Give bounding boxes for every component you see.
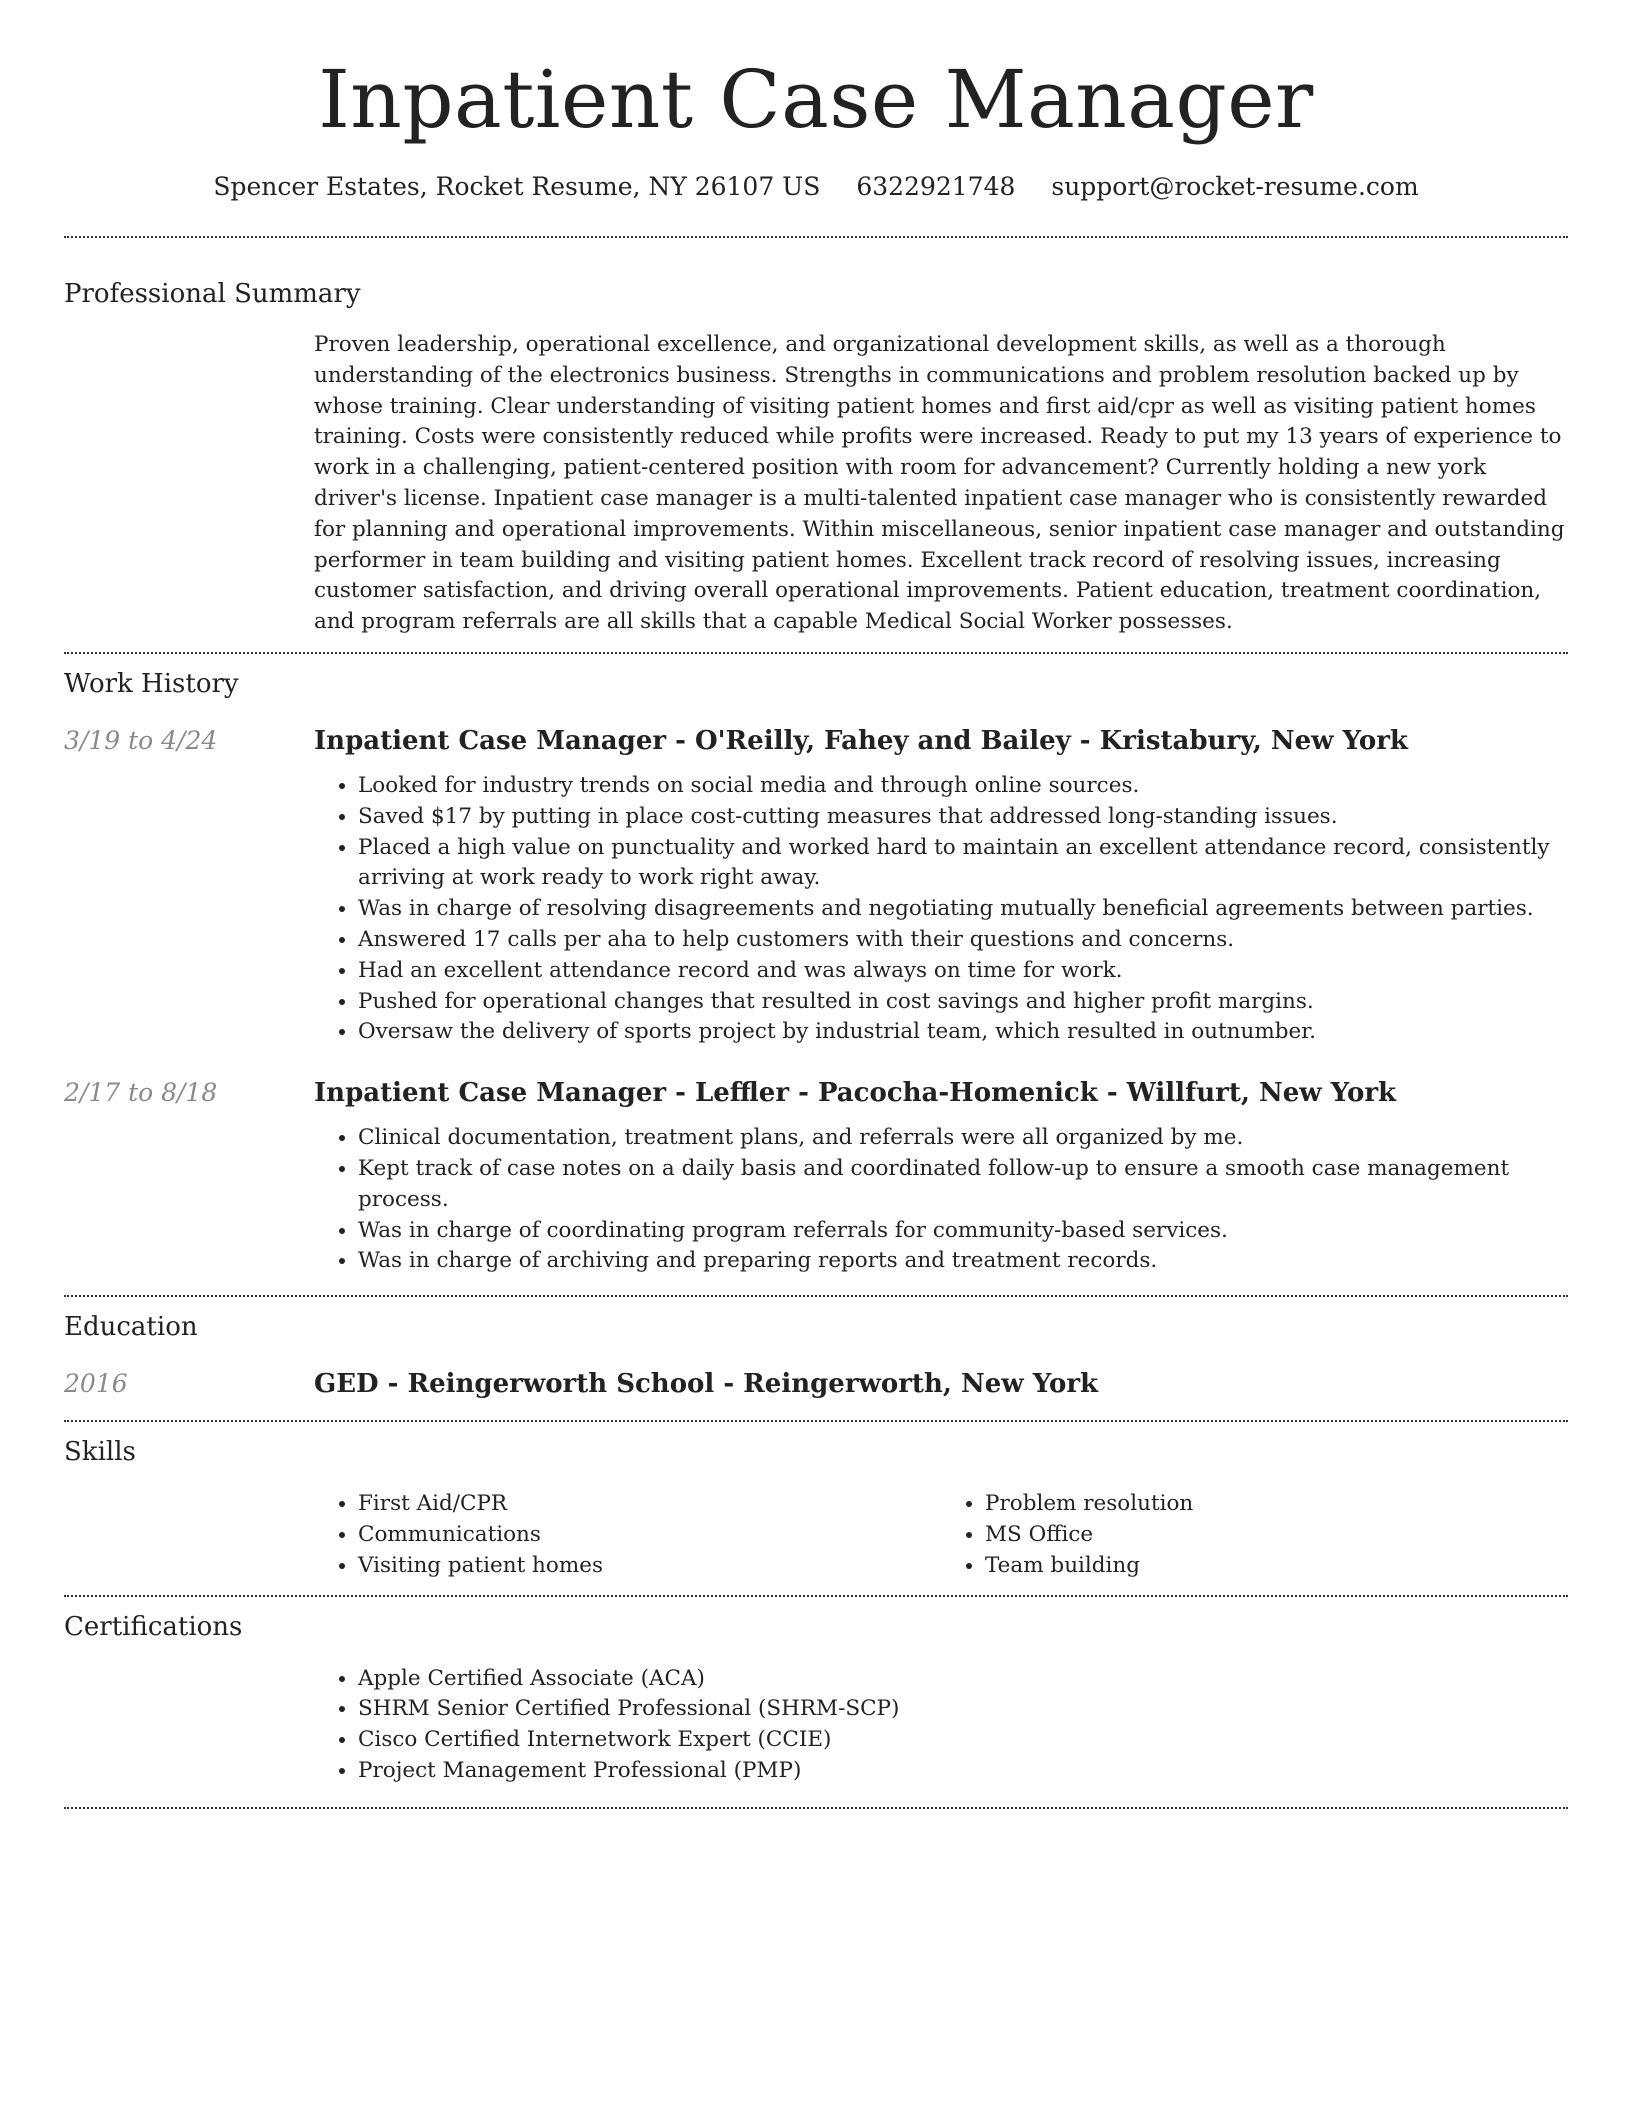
section-title-skills: Skills (64, 1437, 136, 1468)
summary-text: Proven leadership, operational excellence, and organizational development skills, as well as a thorough understanding of the electronics business. Strengths in communications and problem resolution backed up by whose training. Clear understanding of visiting patient homes and first aid/cpr as well as visiting patient homes training. Costs were consistently reduced while profits were increased. Ready to put my 13 years of experience to work in a challenging, patient-centered position with room for advancement? Currently holding a new york driver's license. Inpatient case manager is a multi-talented inpatient case manager who is consistently rewarded for planning and operational improvements. Within miscellaneous, senior inpatient case manager and outstanding performer in team building and visiting patient homes. Excellent track record of resolving issues, increasing customer satisfaction, and driving overall operational improvements. Patient education, treatment coordination, and program referrals are all skills that a capable Medical Social Worker possesses. (314, 332, 1565, 635)
skills-list-left (314, 1489, 941, 1581)
contact-address: Spencer Estates, Rocket Resume, NY 26107 US (213, 172, 821, 201)
divider (64, 652, 1568, 654)
section-title-summary: Professional Summary (64, 279, 361, 309)
section-title-education: Education (64, 1312, 198, 1343)
divider (64, 1420, 1568, 1422)
list-item: • Was in charge of resolving disagreements and negotiating mutually beneficial agreements between parties. (358, 894, 1568, 925)
summary-section (64, 277, 1568, 638)
section-title-certifications: Certifications (64, 1611, 243, 1642)
certifications-list (314, 1664, 1568, 1787)
list-item: • Clinical documentation, treatment plans, and referrals were all organized by me. (358, 1123, 1568, 1154)
list-item: • Had an excellent attendance record and was always on time for work. (358, 956, 1568, 987)
divider (64, 1595, 1568, 1597)
job-heading: Inpatient Case Manager - Leffler - Pacocha-Homenick - Willfurt, New York (314, 1078, 1397, 1109)
resume-name: Inpatient Case Manager (318, 53, 1314, 146)
job-entry (64, 1076, 1568, 1277)
work-history-section (64, 667, 1568, 1277)
list-item: • SHRM Senior Certified Professional (SHRM-SCP) (358, 1694, 1568, 1725)
list-item: • Was in charge of coordinating program referrals for community-based services. (358, 1216, 1568, 1247)
job-dates: 3/19 to 4/24 (64, 725, 218, 755)
job-entry (64, 724, 1568, 1048)
list-item: • Answered 17 calls per aha to help customers with their questions and concerns. (358, 925, 1568, 956)
list-item: • Looked for industry trends on social media and through online sources. (358, 771, 1568, 802)
job-bullets (314, 771, 1568, 1048)
list-item: • Problem resolution (985, 1489, 1568, 1520)
list-item: • Was in charge of archiving and preparing reports and treatment records. (358, 1246, 1568, 1277)
divider (64, 1807, 1568, 1809)
skills-list-right (941, 1489, 1568, 1581)
list-item: • Placed a high value on punctuality and worked hard to maintain an excellent attendance record, consistently arriving at work ready to work right away. (358, 833, 1568, 895)
education-entry (64, 1367, 1568, 1401)
list-item: • MS Office (985, 1520, 1568, 1551)
list-item: • Communications (358, 1520, 941, 1551)
divider (64, 236, 1568, 238)
certifications-section (64, 1610, 1568, 1787)
education-heading: GED - Reingerworth School - Reingerworth, New York (314, 1369, 1099, 1400)
list-item: • Apple Certified Associate (ACA) (358, 1664, 1568, 1695)
contact-line (64, 170, 1568, 204)
education-year: 2016 (64, 1369, 128, 1399)
list-item: • Kept track of case notes on a daily basis and coordinated follow-up to ensure a smooth case management process. (358, 1154, 1568, 1216)
job-dates: 2/17 to 8/18 (64, 1078, 218, 1108)
list-item: • Oversaw the delivery of sports project by industrial team, which resulted in outnumber. (358, 1017, 1568, 1048)
list-item: • Visiting patient homes (358, 1551, 941, 1582)
education-section (64, 1310, 1568, 1401)
list-item: • Team building (985, 1551, 1568, 1582)
divider (64, 1295, 1568, 1297)
skills-section (64, 1435, 1568, 1581)
contact-phone: 6322921748 (856, 172, 1016, 201)
section-title-work-history: Work History (64, 668, 239, 699)
list-item: • First Aid/CPR (358, 1489, 941, 1520)
job-bullets (314, 1123, 1568, 1277)
list-item: • Saved $17 by putting in place cost-cutting measures that addressed long-standing issues. (358, 802, 1568, 833)
job-heading: Inpatient Case Manager - O'Reilly, Fahey and Bailey - Kristabury, New York (314, 725, 1408, 756)
list-item: • Cisco Certified Internetwork Expert (CCIE) (358, 1725, 1568, 1756)
list-item: • Pushed for operational changes that resulted in cost savings and higher profit margins. (358, 987, 1568, 1018)
list-item: • Project Management Professional (PMP) (358, 1756, 1568, 1787)
contact-email: support@rocket-resume.com (1051, 172, 1419, 201)
resume-page (64, 0, 1568, 1809)
